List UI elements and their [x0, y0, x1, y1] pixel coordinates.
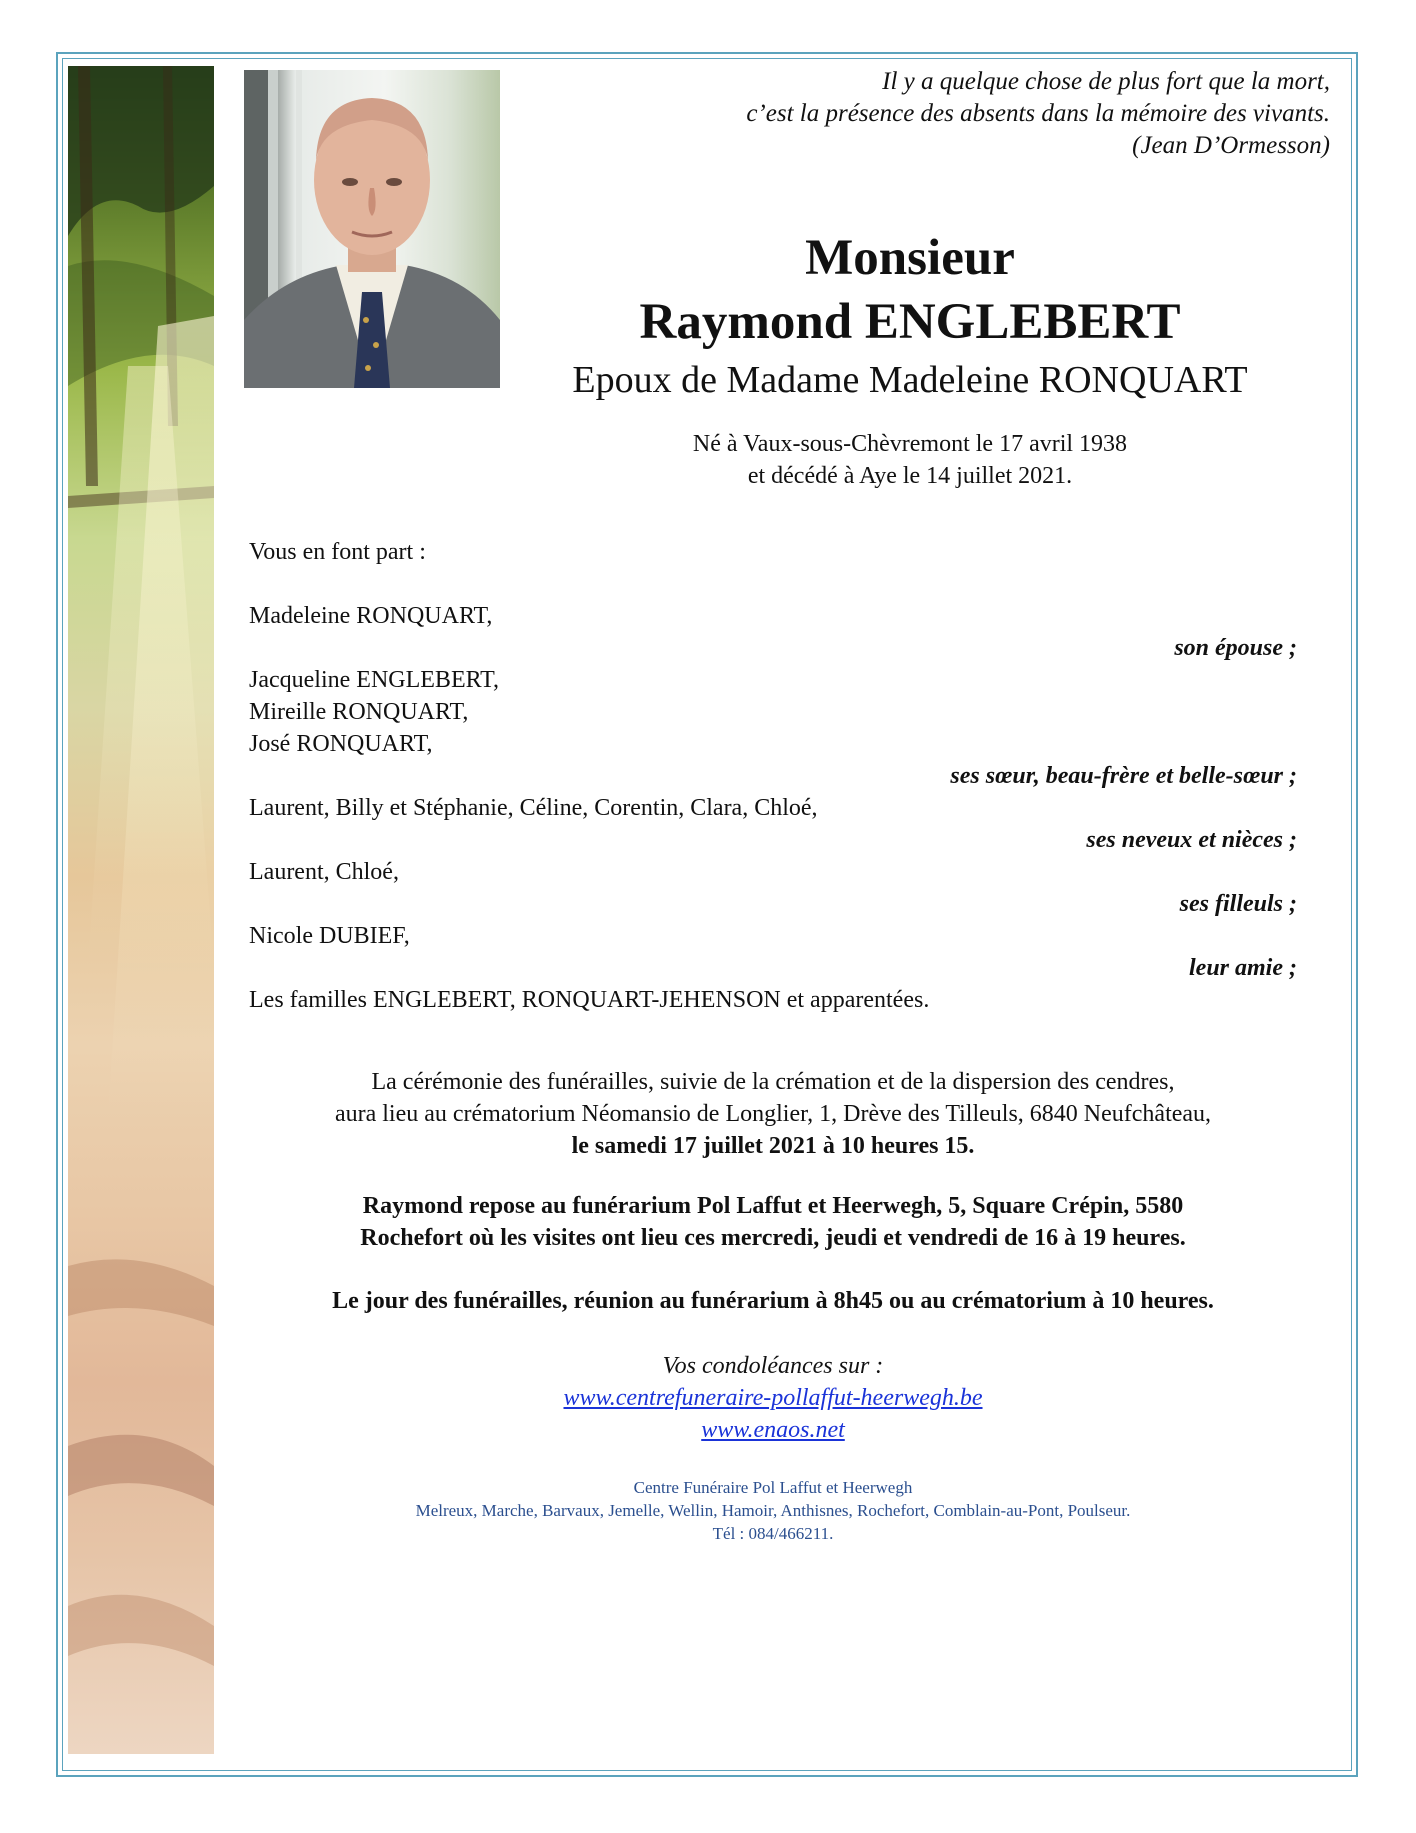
ceremony-line-1: La cérémonie des funérailles, suivie de la crémation et de la dispersion des cendres,	[371, 1069, 1175, 1095]
quote-author: (Jean D’Ormesson)	[1132, 132, 1330, 159]
family-relation: ses neveux et nièces ;	[1086, 827, 1297, 853]
family-relation: son épouse ;	[1174, 635, 1297, 661]
family-name: Mireille RONQUART,	[249, 699, 469, 725]
family-name: Laurent, Chloé,	[249, 859, 399, 885]
meeting-info: Le jour des funérailles, réunion au funérarium à 8h45 ou au crématorium à 10 heures.	[332, 1288, 1214, 1314]
footer-locations: Melreux, Marche, Barvaux, Jemelle, Wellin, Hamoir, Anthisnes, Rochefort, Comblain-au-Pont, Poulseur.	[415, 1501, 1131, 1520]
elderly-man-portrait-photo	[244, 70, 500, 388]
visit-line-1: Raymond repose au funérarium Pol Laffut et Heerwegh, 5, Square Crépin, 5580	[362, 1193, 1184, 1219]
birth-line: Né à Vaux-sous-Chèvremont le 17 avril 1938	[692, 431, 1128, 457]
announcement: Vous en font part :	[249, 539, 426, 565]
family-name: José RONQUART,	[249, 731, 433, 757]
quote-line-2: c’est la présence des absents dans la mémoire des vivants.	[746, 100, 1330, 127]
family-name: Nicole DUBIEF,	[249, 923, 410, 949]
ceremony-line-2: aura lieu au crématorium Néomansio de Longlier, 1, Drève des Tilleuls, 6840 Neufchâteau,	[334, 1101, 1212, 1127]
family-relation: ses sœur, beau-frère et belle-sœur ;	[950, 763, 1297, 789]
honorific: Monsieur	[805, 230, 1015, 286]
footer-company: Centre Funéraire Pol Laffut et Heerwegh	[633, 1478, 913, 1497]
condolences-link-enaos[interactable]: www.enaos.net	[701, 1417, 845, 1443]
visit-line-2: Rochefort où les visites ont lieu ces mercredi, jeudi et vendredi de 16 à 19 heures.	[360, 1225, 1186, 1251]
quote-line-1: Il y a quelque chose de plus fort que la mort,	[882, 68, 1330, 95]
visit-info	[249, 1190, 1297, 1254]
condolences-link-pollaffut[interactable]: www.centrefuneraire-pollaffut-heerwegh.be	[563, 1385, 983, 1411]
death-line: et décédé à Aye le 14 juillet 2021.	[747, 463, 1073, 489]
condolences-label: Vos condoléances sur :	[662, 1353, 884, 1379]
condolences	[249, 1350, 1297, 1446]
family-relation: ses filleuls ;	[1179, 891, 1297, 917]
family-name: Madeleine RONQUART,	[249, 603, 493, 629]
ceremony-info	[249, 1066, 1297, 1162]
birth-death-dates	[500, 428, 1320, 492]
funeral-home-footer	[249, 1476, 1297, 1545]
families-line: Les familles ENGLEBERT, RONQUART-JEHENSON et apparentées.	[249, 987, 930, 1013]
forest-path-sunrays-image	[68, 66, 214, 1754]
family-relation: leur amie ;	[1189, 955, 1297, 981]
family-list	[249, 600, 1297, 1016]
family-name: Jacqueline ENGLEBERT,	[249, 667, 500, 693]
deceased-name: Raymond ENGLEBERT	[639, 294, 1181, 350]
ceremony-date: le samedi 17 juillet 2021 à 10 heures 15.	[571, 1133, 975, 1159]
footer-phone: Tél : 084/466211.	[712, 1524, 834, 1543]
family-name: Laurent, Billy et Stéphanie, Céline, Corentin, Clara, Chloé,	[249, 795, 818, 821]
spouse-line: Epoux de Madame Madeleine RONQUART	[572, 359, 1248, 401]
quote	[630, 66, 1330, 162]
